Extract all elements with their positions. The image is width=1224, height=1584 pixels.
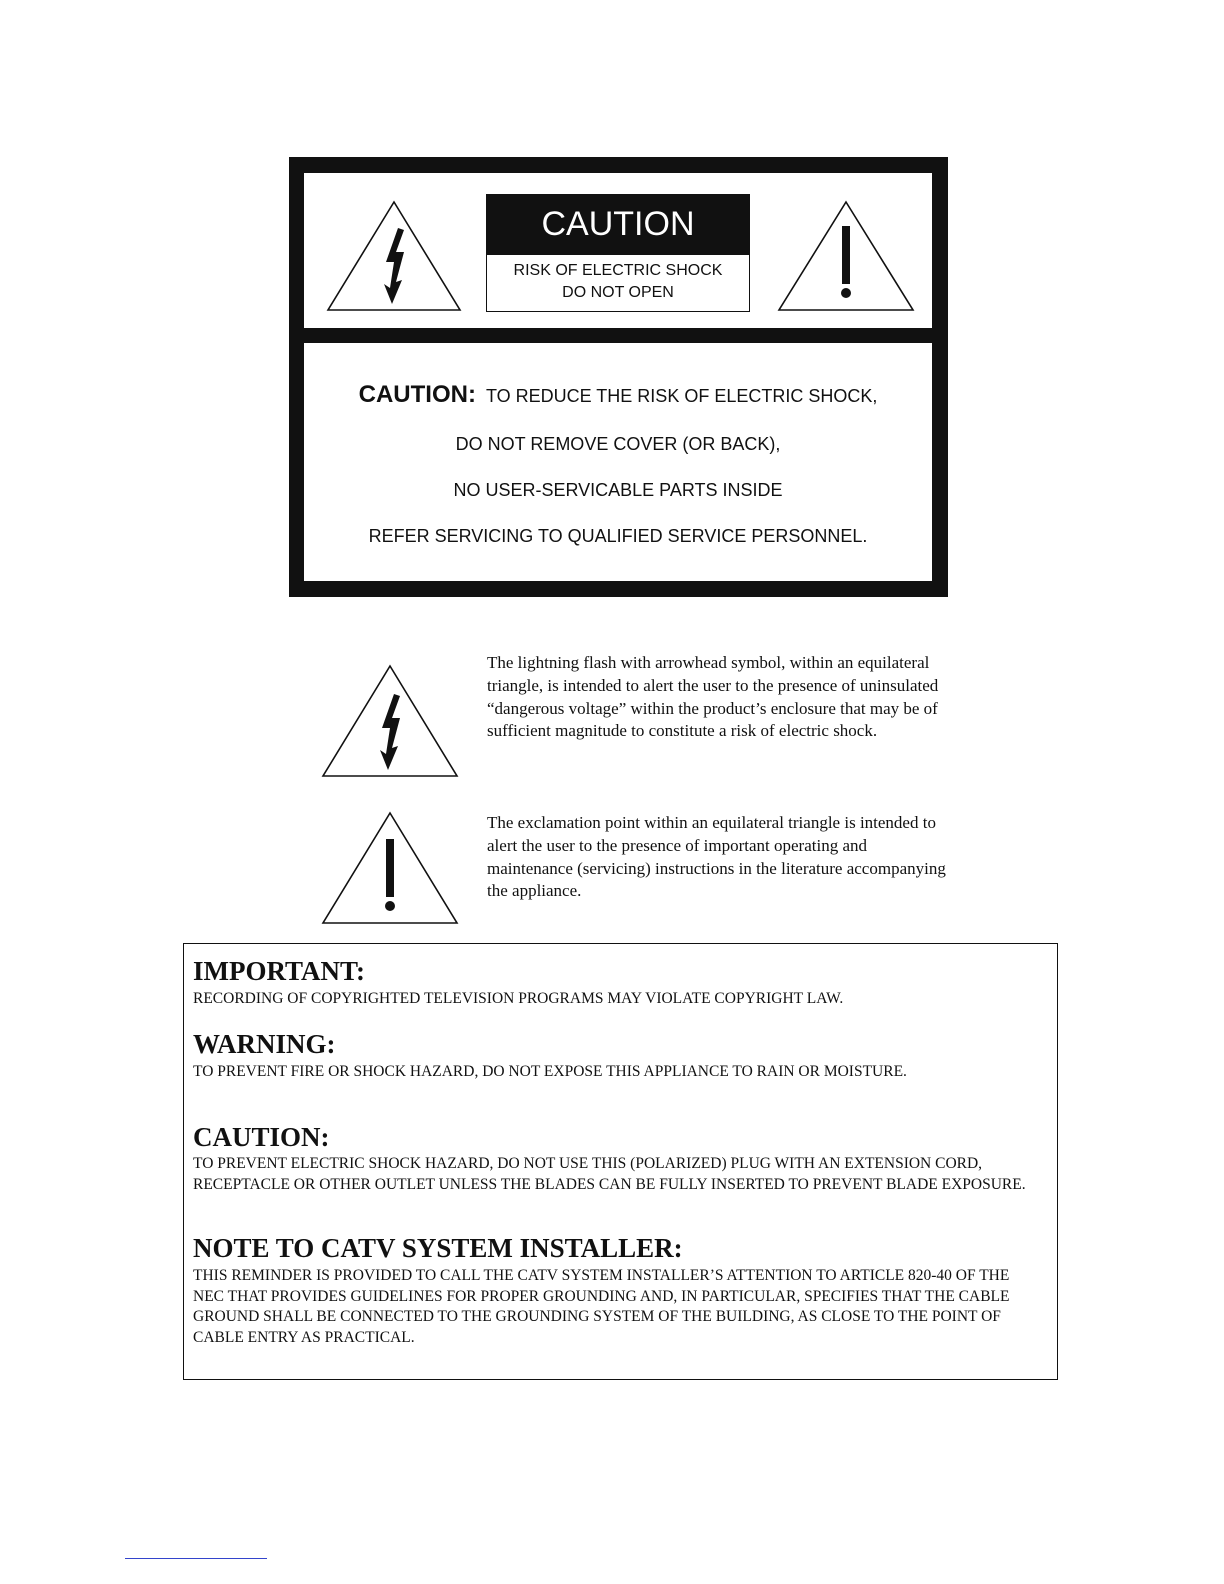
catv-installer-text: THIS REMINDER IS PROVIDED TO CALL THE CATV SYSTEM INSTALLER’S ATTENTION TO ARTICLE 820-40 OF THE NEC THAT PROVIDES GUIDELINES FOR PROPER GROUNDING AND, IN PARTICULAR, SPECIFIES THAT THE CABLE GROUND SHALL BE CONNECTED TO THE GROUNDING SYSTEM OF THE BUILDING, AS CLOSE TO THE POINT OF CABLE ENTRY AS PRACTICAL. xyxy=(193,1267,1010,1346)
caution-statement-lead: CAUTION: xyxy=(358,381,476,408)
warning-heading: WARNING: xyxy=(193,1029,336,1059)
caution-label-line-2: DO NOT OPEN xyxy=(562,284,674,301)
catv-installer-heading: NOTE TO CATV SYSTEM INSTALLER: xyxy=(193,1233,683,1263)
important-heading: IMPORTANT: xyxy=(193,956,366,986)
caution-statement-line-3: NO USER-SERVICABLE PARTS INSIDE xyxy=(453,480,783,500)
lightning-symbol-description: The lightning flash with arrowhead symbol, within an equilateral triangle, is intended to alert the user to the presence of uninsulated “dangerous voltage” within the product’s enclosure that may be of sufficient magnitude to constitute a risk of electric shock. xyxy=(487,653,939,741)
warning-text: TO PREVENT FIRE OR SHOCK HAZARD, DO NOT EXPOSE THIS APPLIANCE TO RAIN OR MOISTURE. xyxy=(193,1063,907,1080)
caution-statement-line-4: REFER SERVICING TO QUALIFIED SERVICE PERSONNEL. xyxy=(368,526,868,546)
caution-text: TO PREVENT ELECTRIC SHOCK HAZARD, DO NOT USE THIS (POLARIZED) PLUG WITH AN EXTENSION CORD, RECEPTACLE OR OTHER OUTLET UNLESS THE BLADES CAN BE FULLY INSERTED TO PREVENT BLADE EXPOSURE. xyxy=(193,1155,1026,1193)
important-text: RECORDING OF COPYRIGHTED TELEVISION PROGRAMS MAY VIOLATE COPYRIGHT LAW. xyxy=(193,990,844,1007)
caution-statement-text-1: TO REDUCE THE RISK OF ELECTRIC SHOCK, xyxy=(485,386,878,406)
caution-label-title: CAUTION xyxy=(486,194,750,255)
footer-rule xyxy=(125,1558,267,1559)
lightning-triangle-icon xyxy=(321,664,459,778)
caution-statement-line-1 xyxy=(304,381,932,409)
caution-heading: CAUTION: xyxy=(193,1122,330,1152)
caution-statement-line-2: DO NOT REMOVE COVER (OR BACK), xyxy=(455,434,781,454)
exclamation-triangle-icon xyxy=(777,200,915,312)
exclamation-triangle-icon xyxy=(321,811,459,925)
caution-label-line-1: RISK OF ELECTRIC SHOCK xyxy=(513,262,723,279)
lightning-triangle-icon xyxy=(326,200,462,312)
exclamation-symbol-description: The exclamation point within an equilateral triangle is intended to alert the user to the presence of important operating and maintenance (servicing) instructions in the literature accompanying the appliance. xyxy=(487,813,946,901)
